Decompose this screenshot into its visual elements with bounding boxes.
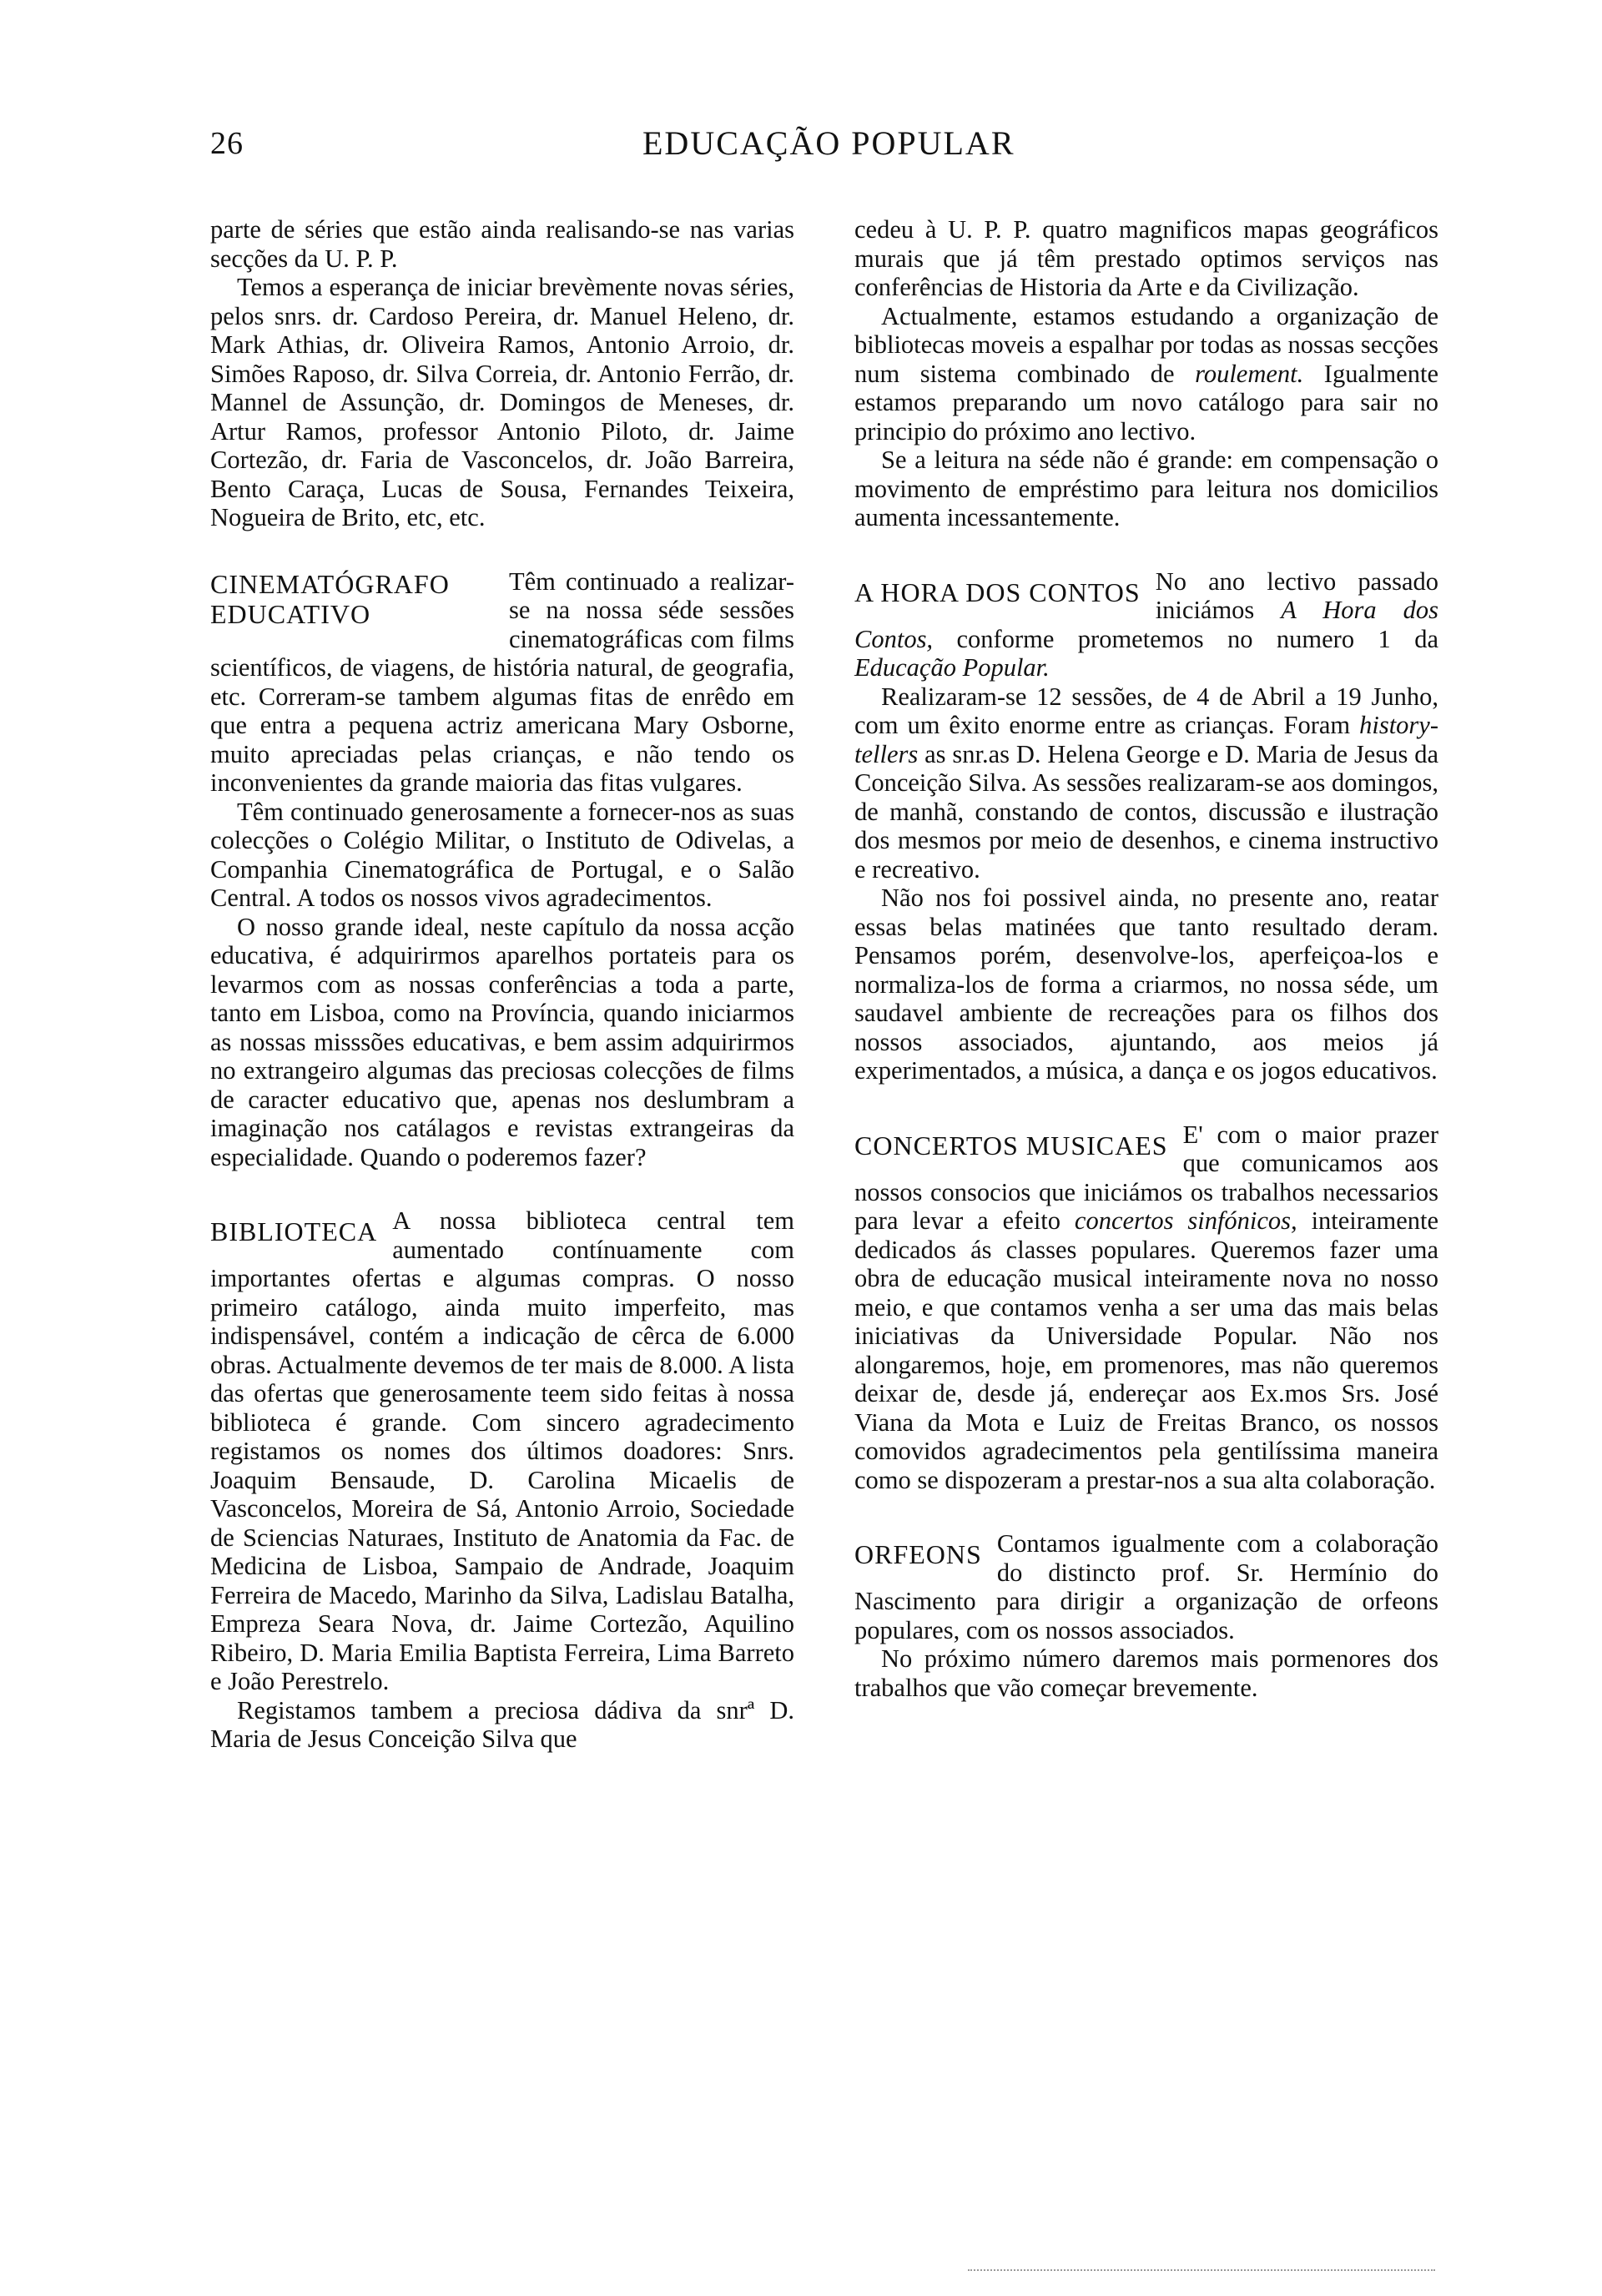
cinematografo-paragraph-2: Têm continuado generosamente a fornecer-nos as suas colecções o Colégio Militar, o Instituto de Odivelas, a Companhia Cinematográfica de Portugal, e o Salão Central. A todos os nossos vivos agradecimentos. xyxy=(210,797,794,912)
left-column xyxy=(210,215,794,1754)
section-heading-hora-dos-contos: A HORA DOS CONTOS xyxy=(854,577,1141,607)
hora-dos-contos-paragraph-3: Não nos foi possivel ainda, no presente ano, reatar essas belas matinées que tanto resultado deram. Pensamos porém, desenvolve-los, aperfeiçoa-los e normaliza-los de forma a criarmos, no nossa séde, um saudavel ambiente de recreações para os filhos dos nossos associados, ajuntando, aos meios já experimentados, a música, a dança e os jogos educativos. xyxy=(854,884,1438,1085)
page-number: 26 xyxy=(210,126,244,161)
concertos-paragraph-1: E' com o maior prazer que comunicamos aos nossos consocios que iniciámos os trabalhos necessarios para levar a efeito concertos sinfónicos, inteiramente dedicados ás classes populares. Queremos fazer uma obra de educação musical inteiramente nova no nosso meio, e que contamos venha a ser uma das mais belas iniciativas da Universidade Popular. Não nos alongaremos, hoje, em promenores, mas não queremos deixar de, desde já, endereçar aos Ex.mos Srs. José Viana da Mota e Luiz de Freitas Branco, os nossos comovidos agradecimentos pela gentilíssima maneira como se dispozeram a prestar-nos a sua alta colaboração. xyxy=(854,1120,1438,1494)
intro-paragraph-2: Temos a esperança de iniciar brevèmente novas séries, pelos snrs. dr. Cardoso Pereira, dr. Manuel Heleno, dr. Mark Athias, dr. Oliveira Ramos, Antonio Arroio, dr. Simões Raposo, dr. Silva Correia, dr. Antonio Ferrão, dr. Mannel de Assunção, dr. Domingos de Meneses, dr. Artur Ramos, professor Antonio Piloto, dr. Jaime Cortezão, dr. Faria de Vasconcelos, dr. João Barreira, Bento Caraça, Lucas de Sousa, Fernandes Teixeira, Nogueira de Brito, etc, etc. xyxy=(210,273,794,531)
section-heading-cinematografo: CINEMATÓGRAFO EDUCATIVO xyxy=(210,568,450,629)
section-biblioteca xyxy=(210,1206,794,1754)
hora-dos-contos-paragraph-2: Realizaram-se 12 sessões, de 4 de Abril a 19 Junho, com um êxito enorme entre as crianças. Foram history-tellers as snr.as D. Helena George e D. Maria de Jesus da Conceição Silva. As sessões realizaram-se aos domingos, de manhã, constando de contos, discussão e ilustração dos mesmos por meio de desenhos, e cinema instructivo e recreativo. xyxy=(854,682,1438,884)
roulement-term: roulement. xyxy=(1195,359,1304,388)
section-heading-concertos: CONCERTOS MUSICAES xyxy=(854,1130,1168,1161)
continuation-paragraph-1: cedeu à U. P. P. quatro magnificos mapas geográficos murais que já têm prestado optimos serviços nas conferências de Historia da Arte e da Civilização. xyxy=(854,215,1438,301)
running-title: EDUCAÇÃO POPULAR xyxy=(642,124,1015,162)
right-column xyxy=(854,215,1438,1702)
section-orfeons xyxy=(854,1529,1438,1702)
biblioteca-paragraph-2: Registamos tambem a preciosa dádiva da snrª D. Maria de Jesus Conceição Silva que xyxy=(210,1695,794,1753)
print-marks xyxy=(968,2269,1435,2274)
section-heading-biblioteca: BIBLIOTECA xyxy=(210,1216,378,1246)
section-cinematografo xyxy=(210,567,794,1172)
cinematografo-paragraph-3: O nosso grande ideal, neste capítulo da nossa acção educativa, é adquirirmos aparelhos portateis para os levarmos com as nossas conferências a toda a parte, tanto em Lisboa, como na Província, quando iniciarmos as nossas misssões educativas, e bem assim adquirirmos no extrangeiro algumas das preciosas colecções de films de caracter educativo que, apenas nos deslumbram a imaginação nos catálagos e revistas extrangeiras da especialidade. Quando o poderemos fazer? xyxy=(210,912,794,1171)
section-heading-orfeons: ORFEONS xyxy=(854,1539,982,1569)
orfeons-paragraph-2: No próximo número daremos mais pormenores dos trabalhos que vão começar brevemente. xyxy=(854,1644,1438,1702)
section-concertos xyxy=(854,1120,1438,1495)
orfeons-paragraph-1: Contamos igualmente com a colaboração do distincto prof. Sr. Hermínio do Nascimento para dirigir a organização de orfeons populares, com os nossos associados. xyxy=(854,1529,1438,1644)
cinematografo-paragraph-1: Têm continuado a realizar-se na nossa séde sessões cinematográficas com films scientíficos, de viagens, de história natural, de geografia, etc. Correram-se tambem algumas fitas de enrêdo em que entra a pequena actriz americana Mary Osborne, muito apreciadas pelas crianças, e não tendo os inconvenientes da grande maioria das fitas vulgares. xyxy=(210,566,794,797)
biblioteca-paragraph-1: A nossa biblioteca central tem aumentado contínuamente com importantes ofertas e algumas compras. O nosso primeiro catálogo, ainda muito imperfeito, mas indispensável, contém a indicação de cêrca de 6.000 obras. Actualmente devemos de ter mais de 8.000. A lista das ofertas que generosamente teem sido feitas à nossa biblioteca é grande. Com sincero agradecimento registamos os nomes dos últimos doadores: Snrs. Joaquim Bensaude, D. Carolina Micaelis de Vasconcelos, Moreira de Sá, Antonio Arroio, Sociedade de Sciencias Naturaes, Instituto de Anatomia da Fac. de Medicina de Lisboa, Sampaio de Andrade, Joaquim Ferreira de Macedo, Marinho da Silva, Ladislau Batalha, Empreza Seara Nova, dr. Jaime Cortezão, Aquilino Ribeiro, D. Maria Emilia Baptista Ferreira, Lima Barreto e João Perestrelo. xyxy=(210,1206,794,1695)
hora-dos-contos-paragraph-1: No ano lectivo passado iniciámos A Hora dos Contos, conforme prometemos no numero 1 da Educação Popular. xyxy=(854,566,1438,682)
section-hora-dos-contos xyxy=(854,567,1438,1085)
continuation-paragraph-2: Actualmente, estamos estudando a organização de bibliotecas moveis a espalhar por todas as nossas secções num sistema combinado de roulement. Igualmente estamos preparando um novo catálogo para sair no principio do próximo ano lectivo. xyxy=(854,301,1438,446)
intro-paragraph-1: parte de séries que estão ainda realisando-se nas varias secções da U. P. P. xyxy=(210,215,794,273)
continuation-paragraph-3: Se a leitura na séde não é grande: em compensação o movimento de empréstimo para leitura nos domicilios aumenta incessantemente. xyxy=(854,446,1438,531)
